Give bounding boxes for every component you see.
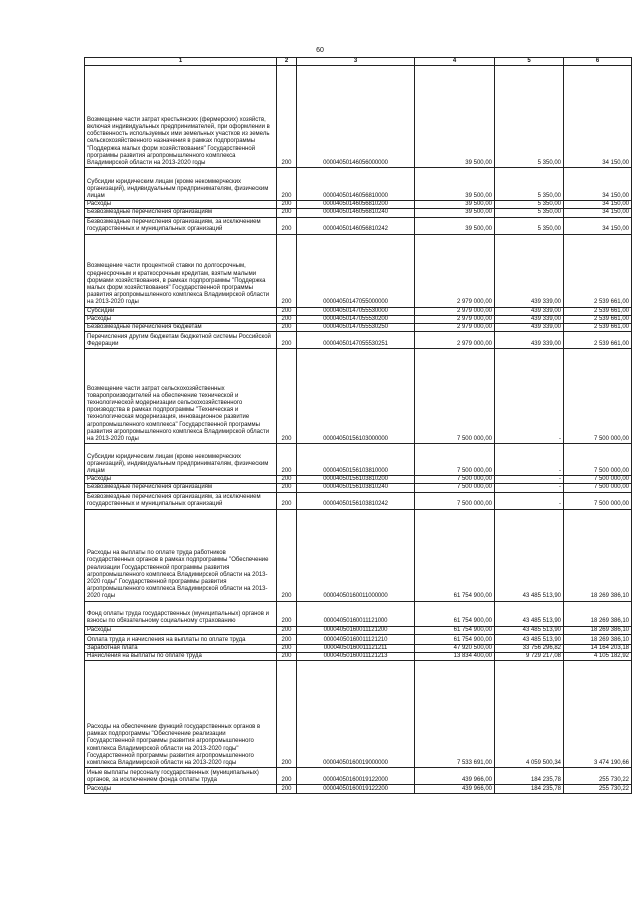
row-budget-code: 00004050160011121210 bbox=[297, 634, 415, 644]
table-row bbox=[85, 492, 632, 509]
row-approved-amount: 7 500 000,00 bbox=[415, 484, 495, 492]
row-code: 200 bbox=[277, 768, 297, 785]
row-remaining-amount: 7 500 000,00 bbox=[564, 349, 632, 444]
row-code: 200 bbox=[277, 785, 297, 794]
row-remaining-amount: 18 269 386,10 bbox=[564, 509, 632, 601]
row-remaining-amount: 34 150,00 bbox=[564, 217, 632, 234]
row-description: Возмещение части затрат сельскохозяйственных товаропроизводителей на обеспечение технической и технологической модернизации сельскохозяйственного производства в рамках подпрограммы "Техническая и технологическая модернизация, инновационное развитие агропромышленного комплекса" Государственной программы развития агропромышленного комплекса Владимирской области на 2013-2020 годы bbox=[85, 349, 277, 444]
table-row bbox=[85, 444, 632, 476]
row-remaining-amount: 2 539 661,00 bbox=[564, 332, 632, 349]
row-approved-amount: 39 500,00 bbox=[415, 66, 495, 168]
table-row bbox=[85, 476, 632, 484]
row-remaining-amount: 7 500 000,00 bbox=[564, 492, 632, 509]
row-code: 200 bbox=[277, 601, 297, 626]
table-row bbox=[85, 484, 632, 492]
row-remaining-amount: 34 150,00 bbox=[564, 201, 632, 209]
row-executed-amount: - bbox=[495, 476, 564, 484]
table-row bbox=[85, 626, 632, 634]
row-code: 200 bbox=[277, 644, 297, 652]
row-remaining-amount: 34 150,00 bbox=[564, 209, 632, 217]
row-code: 200 bbox=[277, 315, 297, 323]
column-header: 1 bbox=[85, 58, 277, 66]
table-row bbox=[85, 307, 632, 315]
row-description: Расходы на обеспечение функций государственных органов в рамках подпрограммы "Обеспечение реализации Государственной программы развития агропромышленного комплекса Владимирской области на 2013-2020 годы" Государственной программы развития агропромышленного комплекса Владимирской области на 2013-2020 годы bbox=[85, 661, 277, 768]
table-row bbox=[85, 601, 632, 626]
row-executed-amount: 439 339,00 bbox=[495, 307, 564, 315]
row-executed-amount: 33 756 296,82 bbox=[495, 644, 564, 652]
row-description: Фонд оплаты труда государственных (муниципальных) органов и взносы по обязательному социальному страхованию bbox=[85, 601, 277, 626]
row-remaining-amount: 34 150,00 bbox=[564, 66, 632, 168]
table-row bbox=[85, 509, 632, 601]
row-remaining-amount: 2 539 661,00 bbox=[564, 323, 632, 331]
row-description: Иные выплаты персоналу государственных (муниципальных) органов, за исключением фонда оплаты труда bbox=[85, 768, 277, 785]
row-budget-code: 00004050156103810242 bbox=[297, 492, 415, 509]
row-executed-amount: - bbox=[495, 444, 564, 476]
row-budget-code: 00004050156103810000 bbox=[297, 444, 415, 476]
table-row bbox=[85, 315, 632, 323]
row-remaining-amount: 7 500 000,00 bbox=[564, 444, 632, 476]
table-row bbox=[85, 66, 632, 168]
row-remaining-amount: 34 150,00 bbox=[564, 168, 632, 201]
column-header: 2 bbox=[277, 58, 297, 66]
row-approved-amount: 7 500 000,00 bbox=[415, 492, 495, 509]
row-description: Субсидии юридическим лицам (кроме некоммерческих организаций), индивидуальным предпринимателям, физическим лицам bbox=[85, 444, 277, 476]
row-approved-amount: 61 754 900,00 bbox=[415, 509, 495, 601]
row-code: 200 bbox=[277, 332, 297, 349]
row-approved-amount: 439 966,00 bbox=[415, 785, 495, 794]
column-header: 5 bbox=[495, 58, 564, 66]
row-budget-code: 00004050156103810240 bbox=[297, 484, 415, 492]
table-row bbox=[85, 323, 632, 331]
row-code: 200 bbox=[277, 652, 297, 660]
row-code: 200 bbox=[277, 492, 297, 509]
row-approved-amount: 2 979 000,00 bbox=[415, 307, 495, 315]
row-budget-code: 00004050160011121211 bbox=[297, 644, 415, 652]
budget-execution-table bbox=[84, 57, 632, 794]
row-description: Расходы bbox=[85, 626, 277, 634]
row-description: Расходы bbox=[85, 785, 277, 794]
row-remaining-amount: 18 269 386,10 bbox=[564, 634, 632, 644]
row-executed-amount: - bbox=[495, 349, 564, 444]
row-description: Возмещение части затрат крестьянских (фермерских) хозяйств, включая индивидуальных предпринимателей, при оформлении в собственность используемых ими земельных участков из земель сельскохозяйственного назначения в рамках подпрограммы "Поддержка малых форм хозяйствования" Государственной программы развития агропромышленного комплекса Владимирской области на 2013-2020 годы bbox=[85, 66, 277, 168]
row-code: 200 bbox=[277, 201, 297, 209]
row-description: Расходы bbox=[85, 476, 277, 484]
row-approved-amount: 13 834 400,00 bbox=[415, 652, 495, 660]
row-remaining-amount: 2 539 661,00 bbox=[564, 234, 632, 307]
table-row bbox=[85, 768, 632, 785]
row-budget-code: 00004050160011121200 bbox=[297, 626, 415, 634]
row-remaining-amount: 18 269 386,10 bbox=[564, 626, 632, 634]
row-remaining-amount: 4 105 182,92 bbox=[564, 652, 632, 660]
row-budget-code: 00004050156103810200 bbox=[297, 476, 415, 484]
row-remaining-amount: 255 730,22 bbox=[564, 785, 632, 794]
row-budget-code: 00004050147055530251 bbox=[297, 332, 415, 349]
table-row bbox=[85, 644, 632, 652]
row-approved-amount: 7 500 000,00 bbox=[415, 476, 495, 484]
row-description: Безвозмездные перечисления организациям bbox=[85, 484, 277, 492]
row-budget-code: 00004050147055530000 bbox=[297, 307, 415, 315]
row-budget-code: 00004050147055000000 bbox=[297, 234, 415, 307]
row-code: 200 bbox=[277, 349, 297, 444]
row-executed-amount: 184 235,78 bbox=[495, 785, 564, 794]
row-approved-amount: 61 754 900,00 bbox=[415, 634, 495, 644]
row-budget-code: 00004050146056810242 bbox=[297, 217, 415, 234]
table-row bbox=[85, 201, 632, 209]
row-code: 200 bbox=[277, 444, 297, 476]
row-executed-amount: 439 339,00 bbox=[495, 323, 564, 331]
row-approved-amount: 7 500 000,00 bbox=[415, 349, 495, 444]
row-budget-code: 00004050160011121000 bbox=[297, 601, 415, 626]
row-description: Безвозмездные перечисления организациям, за исключением государственных и муниципальных организаций bbox=[85, 217, 277, 234]
table-row bbox=[85, 349, 632, 444]
column-header: 6 bbox=[564, 58, 632, 66]
row-description: Расходы на выплаты по оплате труда работников государственных органов в рамках подпрограммы "Обеспечение реализации Государственной программы развития агропромышленного комплекса Владимирской области на 2013-2020 годы" Государственной программы развития агропромышленного комплекса Владимирской области на 2013-2020 годы bbox=[85, 509, 277, 601]
row-approved-amount: 2 979 000,00 bbox=[415, 323, 495, 331]
row-description: Субсидии bbox=[85, 307, 277, 315]
row-executed-amount: 439 339,00 bbox=[495, 234, 564, 307]
row-executed-amount: - bbox=[495, 492, 564, 509]
row-approved-amount: 39 500,00 bbox=[415, 209, 495, 217]
column-header: 4 bbox=[415, 58, 495, 66]
row-budget-code: 00004050156103000000 bbox=[297, 349, 415, 444]
row-executed-amount: 439 339,00 bbox=[495, 315, 564, 323]
row-executed-amount: 9 729 217,08 bbox=[495, 652, 564, 660]
row-executed-amount: 5 350,00 bbox=[495, 209, 564, 217]
row-approved-amount: 39 500,00 bbox=[415, 201, 495, 209]
row-description: Перечисления другим бюджетам бюджетной системы Российской Федерации bbox=[85, 332, 277, 349]
row-code: 200 bbox=[277, 66, 297, 168]
row-remaining-amount: 2 539 661,00 bbox=[564, 307, 632, 315]
row-budget-code: 00004050146056810200 bbox=[297, 201, 415, 209]
row-approved-amount: 7 500 000,00 bbox=[415, 444, 495, 476]
row-executed-amount: 43 485 513,90 bbox=[495, 626, 564, 634]
row-code: 200 bbox=[277, 307, 297, 315]
row-executed-amount: 5 350,00 bbox=[495, 201, 564, 209]
row-executed-amount: 184 235,78 bbox=[495, 768, 564, 785]
row-description: Субсидии юридическим лицам (кроме некоммерческих организаций), индивидуальным предпринимателям, физическим лицам bbox=[85, 168, 277, 201]
table-row bbox=[85, 652, 632, 660]
row-budget-code: 00004050160019000000 bbox=[297, 661, 415, 768]
page-number: 60 bbox=[316, 47, 324, 54]
row-remaining-amount: 7 500 000,00 bbox=[564, 484, 632, 492]
table-row bbox=[85, 332, 632, 349]
row-remaining-amount: 2 539 661,00 bbox=[564, 315, 632, 323]
row-executed-amount: - bbox=[495, 484, 564, 492]
row-code: 200 bbox=[277, 217, 297, 234]
row-remaining-amount: 7 500 000,00 bbox=[564, 476, 632, 484]
row-executed-amount: 4 059 500,34 bbox=[495, 661, 564, 768]
table-row bbox=[85, 234, 632, 307]
row-description: Расходы bbox=[85, 201, 277, 209]
row-remaining-amount: 18 269 386,10 bbox=[564, 601, 632, 626]
row-approved-amount: 47 920 500,00 bbox=[415, 644, 495, 652]
row-description: Заработная плата bbox=[85, 644, 277, 652]
table-row bbox=[85, 209, 632, 217]
row-budget-code: 00004050160019122000 bbox=[297, 768, 415, 785]
row-budget-code: 00004050146056810240 bbox=[297, 209, 415, 217]
row-executed-amount: 43 485 513,90 bbox=[495, 601, 564, 626]
row-code: 200 bbox=[277, 234, 297, 307]
row-approved-amount: 39 500,00 bbox=[415, 168, 495, 201]
row-executed-amount: 5 350,00 bbox=[495, 168, 564, 201]
row-description: Безвозмездные перечисления бюджетам bbox=[85, 323, 277, 331]
row-remaining-amount: 14 164 203,18 bbox=[564, 644, 632, 652]
row-executed-amount: 5 350,00 bbox=[495, 66, 564, 168]
row-description: Расходы bbox=[85, 315, 277, 323]
table-row bbox=[85, 217, 632, 234]
row-approved-amount: 61 754 900,00 bbox=[415, 626, 495, 634]
row-description: Безвозмездные перечисления организациям bbox=[85, 209, 277, 217]
row-executed-amount: 5 350,00 bbox=[495, 217, 564, 234]
row-executed-amount: 43 485 513,90 bbox=[495, 509, 564, 601]
row-description: Начисления на выплаты по оплате труда bbox=[85, 652, 277, 660]
row-code: 200 bbox=[277, 209, 297, 217]
table-row bbox=[85, 661, 632, 768]
row-code: 200 bbox=[277, 323, 297, 331]
row-approved-amount: 61 754 900,00 bbox=[415, 601, 495, 626]
row-budget-code: 00004050146056000000 bbox=[297, 66, 415, 168]
row-description: Возмещение части процентной ставки по долгосрочным, среднесрочным и краткосрочным кредитам, взятым малыми формами хозяйствования, в рамках подпрограммы "Поддержка малых форм хозяйствования" Государственной программы развития агропромышленного комплекса Владимирской области на 2013-2020 годы bbox=[85, 234, 277, 307]
row-approved-amount: 439 966,00 bbox=[415, 768, 495, 785]
row-budget-code: 00004050160011121213 bbox=[297, 652, 415, 660]
column-header: 3 bbox=[297, 58, 415, 66]
row-approved-amount: 2 979 000,00 bbox=[415, 234, 495, 307]
row-executed-amount: 43 485 513,90 bbox=[495, 634, 564, 644]
table-row bbox=[85, 168, 632, 201]
row-executed-amount: 439 339,00 bbox=[495, 332, 564, 349]
row-budget-code: 00004050146056810000 bbox=[297, 168, 415, 201]
row-code: 200 bbox=[277, 484, 297, 492]
row-code: 200 bbox=[277, 168, 297, 201]
row-code: 200 bbox=[277, 509, 297, 601]
row-remaining-amount: 255 730,22 bbox=[564, 768, 632, 785]
row-code: 200 bbox=[277, 626, 297, 634]
row-budget-code: 00004050147055530200 bbox=[297, 315, 415, 323]
row-code: 200 bbox=[277, 661, 297, 768]
row-budget-code: 00004050160011000000 bbox=[297, 509, 415, 601]
row-code: 200 bbox=[277, 476, 297, 484]
row-budget-code: 00004050160019122200 bbox=[297, 785, 415, 794]
row-code: 200 bbox=[277, 634, 297, 644]
row-approved-amount: 2 979 000,00 bbox=[415, 315, 495, 323]
row-description: Оплата труда и начисления на выплаты по оплате труда bbox=[85, 634, 277, 644]
row-remaining-amount: 3 474 190,66 bbox=[564, 661, 632, 768]
header-row bbox=[85, 58, 632, 66]
table-row bbox=[85, 634, 632, 644]
row-approved-amount: 7 533 691,00 bbox=[415, 661, 495, 768]
row-description: Безвозмездные перечисления организациям, за исключением государственных и муниципальных организаций bbox=[85, 492, 277, 509]
row-budget-code: 00004050147055530250 bbox=[297, 323, 415, 331]
row-approved-amount: 39 500,00 bbox=[415, 217, 495, 234]
row-approved-amount: 2 979 000,00 bbox=[415, 332, 495, 349]
table-row bbox=[85, 785, 632, 794]
